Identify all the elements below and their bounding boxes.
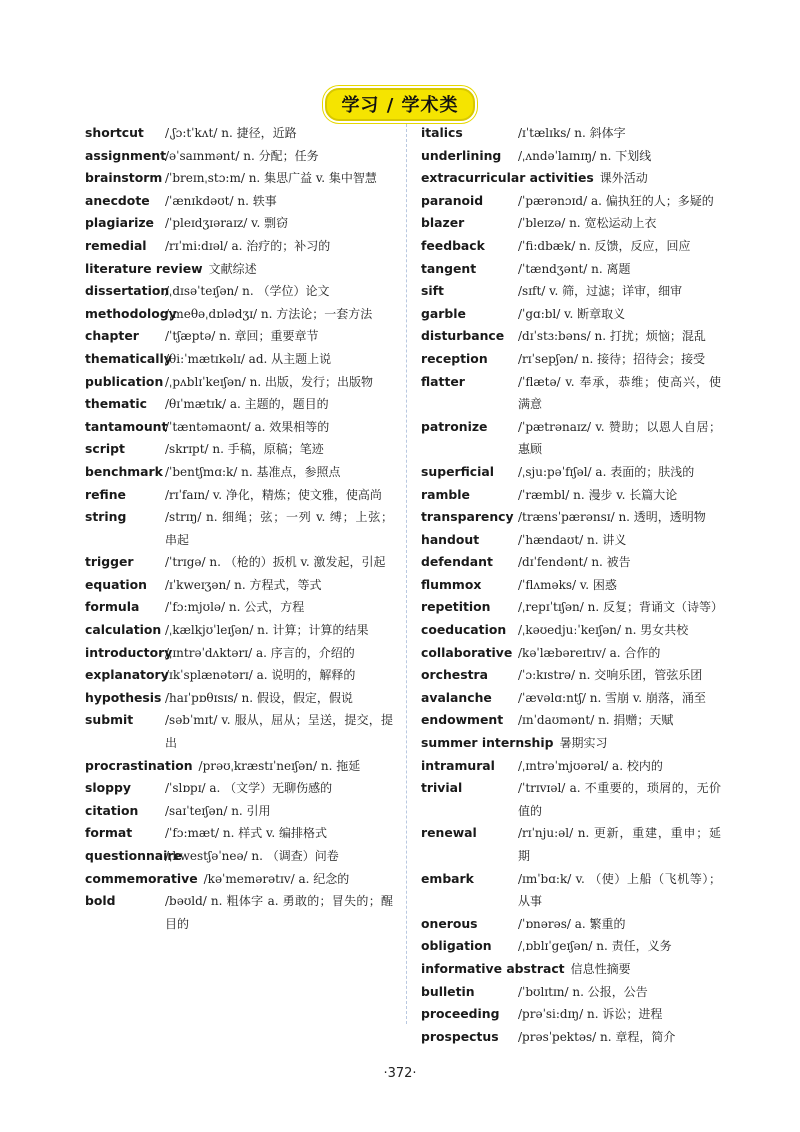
vocab-word: onerous <box>421 915 478 931</box>
vocab-definition: /ˌkwestʃəˈneə/ n. （调查）问卷 <box>165 849 339 863</box>
vocab-entry <box>85 325 393 348</box>
vocab-word: remedial <box>85 237 147 253</box>
vocab-entry <box>85 303 393 326</box>
vocab-definition: /bəʊld/ n. 粗体字 a. 勇敢的；冒失的；醒目的 <box>165 894 393 931</box>
vocab-entry <box>421 235 721 258</box>
vocab-entry <box>421 1026 721 1049</box>
vocab-word: trigger <box>85 554 134 570</box>
vocab-entry <box>421 122 721 145</box>
vocab-word: reception <box>421 350 488 366</box>
vocab-entry <box>85 755 393 778</box>
vocab-definition: /skrɪpt/ n. 手稿，原稿；笔迹 <box>165 442 324 457</box>
vocab-definition: /prəsˈpektəs/ n. 章程，简介 <box>518 1029 676 1044</box>
vocab-definition: 暑期实习 <box>559 736 608 751</box>
vocab-entry <box>421 913 721 936</box>
vocab-entry <box>421 868 721 913</box>
vocab-entry <box>421 574 721 597</box>
vocab-entry <box>85 619 393 642</box>
vocab-entry <box>421 145 721 168</box>
vocab-entry <box>85 122 393 145</box>
page-number: ·372· <box>383 1066 417 1081</box>
vocab-definition: /kəˈmemərətɪv/ a. 纪念的 <box>203 871 350 886</box>
vocab-word: hypothesis <box>85 689 162 705</box>
vocab-word: extracurricular activities <box>421 170 594 186</box>
vocab-definition: /ˈfɔ:mæt/ n. 样式 v. 编排格式 <box>165 826 328 841</box>
vocab-word: summer internship <box>421 735 554 751</box>
vocab-definition: /sɪft/ v. 筛，过滤；详审，细审 <box>518 284 683 299</box>
vocab-definition: /ˌɪntrəˈmjʊərəl/ a. 校内的 <box>518 758 663 773</box>
vocab-definition: /ˈflʌməks/ v. 困惑 <box>518 577 617 592</box>
vocab-entry <box>85 574 393 597</box>
vocab-word: italics <box>421 125 463 140</box>
vocab-word: submit <box>85 712 134 728</box>
vocab-word: citation <box>85 802 139 818</box>
vocab-word: shortcut <box>85 125 144 140</box>
vocab-definition: /ɪˈtælɪks/ n. 斜体字 <box>518 126 626 140</box>
vocab-entry <box>85 822 393 845</box>
vocab-definition: /ɪmˈbɑ:k/ v. （使）上船（飞机等）；从事 <box>518 871 721 909</box>
vocab-definition: /saɪˈteɪʃən/ n. 引用 <box>165 803 271 818</box>
vocab-definition: /ˈpærənɔɪd/ a. 偏执狂的人；多疑的 <box>518 193 714 208</box>
vocab-definition: /θi:ˈmætɪkəlɪ/ ad. 从主题上说 <box>165 351 332 366</box>
vocab-word: disturbance <box>421 328 505 344</box>
vocab-word: flummox <box>421 576 482 592</box>
vocab-word: transparency <box>421 509 514 525</box>
vocab-definition: /ˈslɒpɪ/ a. （文学）无聊伤感的 <box>165 781 333 796</box>
vocab-entry <box>85 371 393 394</box>
vocab-definition: /ˌʌndəˈlaɪnɪŋ/ n. 下划线 <box>518 148 652 163</box>
vocab-definition: /ˈfi:dbæk/ n. 反馈，反应，回应 <box>518 238 691 253</box>
vocab-word: blazer <box>421 215 465 231</box>
vocab-word: script <box>85 441 125 457</box>
vocab-entry <box>85 642 393 665</box>
vocab-word: ramble <box>421 486 470 502</box>
page-title: 学习 / 学术类 <box>325 88 474 121</box>
vocab-definition: /trænsˈpærənsɪ/ n. 透明，透明物 <box>518 510 706 525</box>
vocab-definition: /strɪŋ/ n. 细绳；弦；一列 v. 缚；上弦；串起 <box>165 510 393 547</box>
vocab-word: sift <box>421 283 444 299</box>
vocab-entry <box>421 348 721 371</box>
vocab-entry <box>85 280 393 303</box>
vocab-entry <box>85 506 393 551</box>
vocab-definition: /ˌpʌblɪˈkeɪʃən/ n. 出版，发行；出版物 <box>165 374 373 389</box>
vocab-word: repetition <box>421 599 491 615</box>
vocab-word: flatter <box>421 373 465 389</box>
vocab-entry <box>421 687 721 710</box>
vocab-definition: /ˈbreɪnˌstɔ:m/ n. 集思广益 v. 集中智慧 <box>165 171 377 186</box>
vocab-entry <box>421 642 721 665</box>
vocab-definition: /ɪˈkweɪʒən/ n. 方程式，等式 <box>165 577 322 592</box>
vocab-entry <box>421 461 721 484</box>
vocab-word: prospectus <box>421 1028 499 1044</box>
vocab-entry <box>421 981 721 1004</box>
vocab-definition: /ˈtrɪgə/ n. （枪的）扳机 v. 激发起，引起 <box>165 555 386 570</box>
vocab-entry <box>85 890 393 935</box>
vocab-entry <box>85 868 393 891</box>
vocab-definition: /prəʊˌkræstɪˈneɪʃən/ n. 拖延 <box>198 758 361 773</box>
vocab-definition: /ˌmeθəˌdɒlədʒɪ/ n. 方法论；一套方法 <box>165 306 373 321</box>
vocab-definition: /ˈflætə/ v. 奉承，恭维；使高兴，使满意 <box>518 374 721 412</box>
vocab-word: obligation <box>421 938 492 954</box>
vocab-definition: /ˈævəlɑ:ntʃ/ n. 雪崩 v. 崩落，涌至 <box>518 690 706 705</box>
vocab-entry <box>85 235 393 258</box>
vocab-entry <box>421 303 721 326</box>
vocab-entry <box>421 529 721 552</box>
vocab-entry <box>85 484 393 507</box>
vocab-definition: /haɪˈpɒθɪsɪs/ n. 假设，假定，假说 <box>165 690 353 705</box>
vocab-entry <box>85 190 393 213</box>
vocab-word: thematically <box>85 350 172 366</box>
vocab-entry <box>85 348 393 371</box>
vocab-definition: /ˈænɪkdəʊt/ n. 轶事 <box>165 193 277 208</box>
vocab-entry <box>85 777 393 800</box>
vocab-definition: /ˌkəʊedjuːˈkeɪʃən/ n. 男女共校 <box>518 623 689 638</box>
vocab-word: explanatory <box>85 667 169 683</box>
vocab-entry <box>85 258 393 281</box>
vocab-entry <box>421 371 721 416</box>
vocab-entry <box>85 145 393 168</box>
vocab-definition: /rɪˈsepʃən/ n. 接待；招待会；接受 <box>518 351 706 366</box>
vocab-entry <box>421 596 721 619</box>
vocab-definition: /ˌrepɪˈtɪʃən/ n. 反复；背诵文（诗等） <box>518 600 723 615</box>
vocab-entry <box>421 416 721 461</box>
vocab-definition: /kəˈlæbəreɪtɪv/ a. 合作的 <box>518 645 661 660</box>
vocab-entry <box>85 800 393 823</box>
vocab-word: tangent <box>421 260 477 276</box>
vocab-entry <box>85 664 393 687</box>
vocab-entry <box>421 822 721 867</box>
column-divider <box>406 124 407 1024</box>
vocab-word: benchmark <box>85 463 163 479</box>
vocab-word: superficial <box>421 463 494 479</box>
vocab-entry <box>421 190 721 213</box>
vocab-definition: /ˈtændʒənt/ n. 离题 <box>518 261 631 276</box>
vocab-entry <box>85 212 393 235</box>
vocab-entry <box>85 845 393 868</box>
vocab-entry <box>421 777 721 822</box>
vocab-definition: /ˌsju:pəˈfɪʃəl/ a. 表面的；肤浅的 <box>518 464 695 479</box>
vocab-definition: /səbˈmɪt/ v. 服从，屈从；呈送，提交，提出 <box>165 713 393 751</box>
vocab-entry <box>85 416 393 439</box>
vocab-word: embark <box>421 870 474 886</box>
vocab-word: assignment <box>85 147 167 163</box>
vocab-word: introductory <box>85 644 173 660</box>
vocab-entry <box>421 506 721 529</box>
vocab-word: chapter <box>85 328 139 344</box>
vocab-word: sloppy <box>85 780 131 796</box>
vocab-word: plagiarize <box>85 215 154 231</box>
vocab-word: orchestra <box>421 667 488 683</box>
vocab-word: calculation <box>85 622 162 638</box>
page-title-wrap <box>0 88 800 121</box>
vocab-word: trivial <box>421 780 463 796</box>
vocab-word: format <box>85 825 133 841</box>
vocab-word: feedback <box>421 237 485 253</box>
vocab-word: intramural <box>421 757 495 773</box>
vocab-definition: /ɪnˈdaʊmənt/ n. 捐赠；天赋 <box>518 713 674 728</box>
left-column <box>85 122 393 935</box>
vocab-entry <box>85 393 393 416</box>
vocab-word: garble <box>421 305 466 321</box>
vocab-entry <box>421 619 721 642</box>
vocab-word: string <box>85 509 127 525</box>
vocab-entry <box>421 280 721 303</box>
vocab-entry <box>421 1003 721 1026</box>
vocab-word: proceeding <box>421 1006 500 1022</box>
vocab-word: commemorative <box>85 870 198 886</box>
vocab-definition: /ˈbleɪzə/ n. 宽松运动上衣 <box>518 216 657 231</box>
vocab-word: publication <box>85 373 164 389</box>
vocab-definition: /ˈbentʃmɑ:k/ n. 基准点，参照点 <box>165 464 341 479</box>
vocab-word: anecdote <box>85 192 150 208</box>
vocab-definition: /rɪˈfaɪn/ v. 净化，精炼；使文雅，使高尚 <box>165 487 382 502</box>
vocab-definition: /θɪˈmætɪk/ a. 主题的，题目的 <box>165 397 329 412</box>
vocab-entry <box>421 732 721 755</box>
vocab-definition: /ˌʃɔ:tˈkʌt/ n. 捷径，近路 <box>165 126 297 140</box>
vocab-word: questionnaire <box>85 848 182 863</box>
vocab-word: defendant <box>421 554 493 570</box>
vocab-entry <box>85 167 393 190</box>
vocab-entry <box>85 551 393 574</box>
vocab-entry <box>85 596 393 619</box>
vocab-word: brainstorm <box>85 170 163 186</box>
vocab-definition: /prəˈsi:dɪŋ/ n. 诉讼；进程 <box>518 1007 663 1022</box>
vocab-entry <box>421 484 721 507</box>
vocab-definition: /ɪkˈsplænətərɪ/ a. 说明的，解释的 <box>165 668 356 683</box>
vocab-definition: /ˈræmbl/ n. 漫步 v. 长篇大论 <box>518 487 678 502</box>
vocab-word: dissertation <box>85 283 170 299</box>
vocab-entry <box>421 167 721 190</box>
right-column <box>421 122 721 1048</box>
vocab-definition: /ˈgɑ:bl/ v. 断章取义 <box>518 306 626 321</box>
vocab-entry <box>85 438 393 461</box>
vocab-definition: /əˈsaɪnmənt/ n. 分配；任务 <box>165 148 319 163</box>
vocab-word: coeducation <box>421 622 507 638</box>
vocab-word: handout <box>421 531 480 547</box>
vocab-word: paranoid <box>421 192 484 208</box>
vocab-entry <box>421 212 721 235</box>
vocab-word: endowment <box>421 712 504 728</box>
vocab-entry <box>421 958 721 981</box>
vocab-definition: /ˌkælkjʊˈleɪʃən/ n. 计算；计算的结果 <box>165 623 369 638</box>
vocab-word: collaborative <box>421 644 513 660</box>
vocab-definition: /ˌɪntrəˈdʌktərɪ/ a. 序言的，介绍的 <box>165 645 355 660</box>
vocab-word: refine <box>85 486 126 502</box>
vocab-word: renewal <box>421 825 477 841</box>
vocab-word: procrastination <box>85 757 193 773</box>
vocab-definition: /ˈpætrənaɪz/ v. 赞助；以恩人自居；惠顾 <box>518 419 721 457</box>
vocab-definition: /ˈfɔ:mjʊlə/ n. 公式，方程 <box>165 600 305 615</box>
vocab-word: avalanche <box>421 689 492 705</box>
vocab-definition: /dɪˈfendənt/ n. 被告 <box>518 555 631 570</box>
vocab-word: literature review <box>85 260 203 276</box>
vocab-definition: /ˌɒblɪˈgeɪʃən/ n. 责任，义务 <box>518 939 672 954</box>
vocab-definition: /ˈtrɪvɪəl/ a. 不重要的，琐屑的，无价值的 <box>518 781 721 818</box>
vocab-definition: /dɪˈstɜ:bəns/ n. 打扰；烦恼；混乱 <box>518 329 706 344</box>
vocab-definition: 课外活动 <box>599 171 648 186</box>
vocab-entry <box>421 258 721 281</box>
vocab-definition: /rɪˈnju:əl/ n. 更新，重建，重申；延期 <box>518 826 721 863</box>
vocab-word: patronize <box>421 418 488 434</box>
vocab-definition: /rɪˈmi:dɪəl/ a. 治疗的；补习的 <box>165 238 331 253</box>
vocab-word: bold <box>85 893 116 909</box>
vocab-definition: /ˈtʃæptə/ n. 章回；重要章节 <box>165 329 319 344</box>
vocab-entry <box>421 755 721 778</box>
vocab-word: bulletin <box>421 983 475 999</box>
vocab-word: informative abstract <box>421 960 565 976</box>
vocab-word: underlining <box>421 147 502 163</box>
vocab-definition: /ˌdɪsəˈteɪʃən/ n. （学位）论文 <box>165 284 330 299</box>
vocab-entry <box>85 461 393 484</box>
vocab-word: thematic <box>85 396 147 412</box>
vocab-entry <box>421 709 721 732</box>
vocab-definition: /ˈɒnərəs/ a. 繁重的 <box>518 916 626 931</box>
vocab-definition: /ˈɔ:kɪstrə/ n. 交响乐团，管弦乐团 <box>518 668 703 683</box>
vocab-entry <box>421 325 721 348</box>
vocab-word: formula <box>85 599 140 615</box>
vocab-definition: 文献综述 <box>208 261 257 276</box>
vocab-entry <box>421 935 721 958</box>
vocab-word: equation <box>85 576 147 592</box>
vocab-word: methodology <box>85 305 177 321</box>
vocab-definition: 信息性摘要 <box>570 961 631 976</box>
vocab-entry <box>421 551 721 574</box>
vocab-entry <box>85 709 393 754</box>
vocab-word: tantamount <box>85 418 168 434</box>
vocab-definition: /ˈtæntəmaʊnt/ a. 效果相等的 <box>165 419 330 434</box>
vocab-definition: /ˈhændaʊt/ n. 讲义 <box>518 532 627 547</box>
vocab-definition: /ˈbʊlɪtɪn/ n. 公报，公告 <box>518 984 648 999</box>
vocab-entry <box>85 687 393 710</box>
vocab-entry <box>421 664 721 687</box>
vocab-definition: /ˈpleɪdʒɪəraɪz/ v. 剽窃 <box>165 216 289 231</box>
